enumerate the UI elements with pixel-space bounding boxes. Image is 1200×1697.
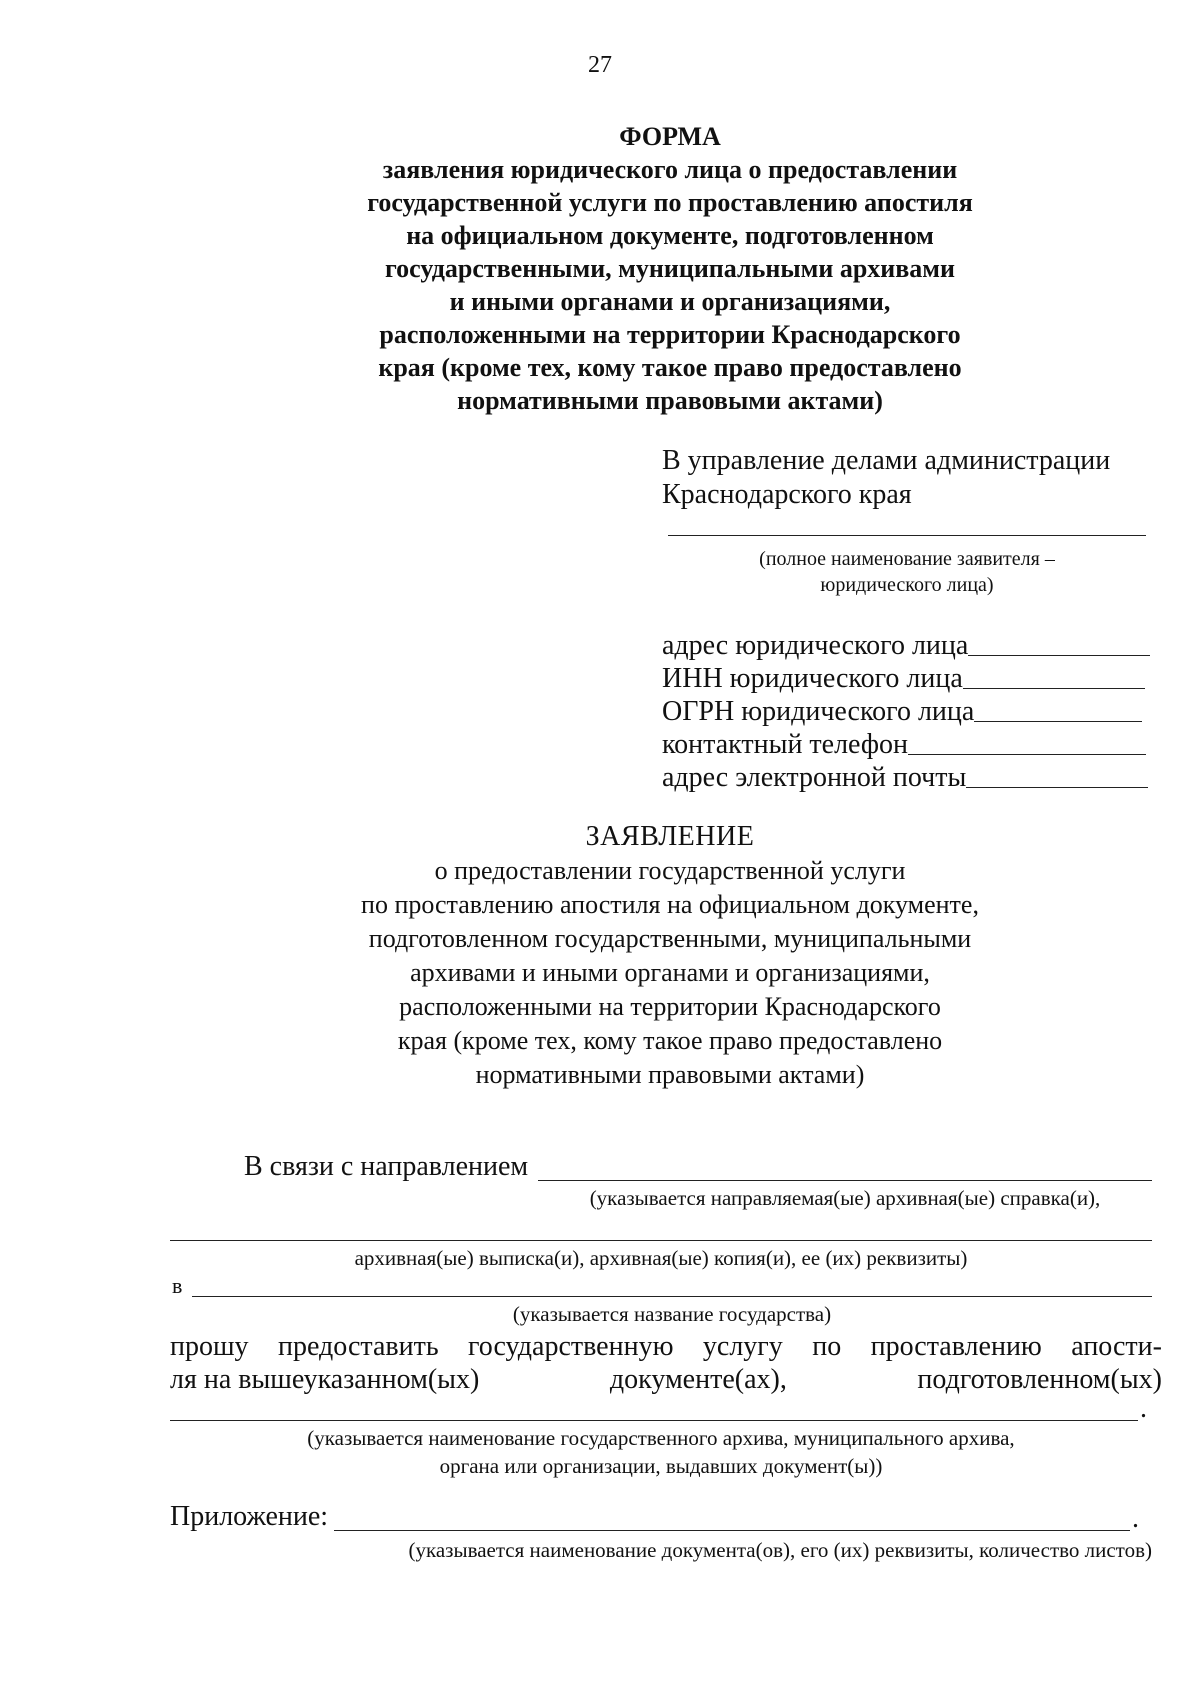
request-word: документе(ах), bbox=[609, 1364, 787, 1395]
request-word: прошу bbox=[170, 1331, 249, 1362]
email-input-line[interactable] bbox=[966, 786, 1148, 788]
request-word: апости- bbox=[1071, 1331, 1162, 1362]
form-title bbox=[250, 120, 1090, 417]
statement-line: расположенными на территории Краснодарского bbox=[399, 992, 941, 1021]
archive-hint-1: (указывается наименование государственного архива, муниципального архива, bbox=[307, 1426, 1015, 1450]
ogrn-field-row bbox=[662, 694, 1142, 728]
applicant-name-field[interactable] bbox=[668, 535, 1146, 536]
inn-input-line[interactable] bbox=[963, 687, 1145, 689]
attachment-period: . bbox=[1132, 1503, 1139, 1534]
attachment-field-line[interactable] bbox=[334, 1530, 1130, 1531]
email-label: адрес электронной почты bbox=[662, 762, 967, 793]
addressee-block bbox=[662, 444, 1110, 512]
archive-field-line[interactable] bbox=[170, 1420, 1138, 1421]
documents-field-line-1[interactable] bbox=[538, 1180, 1152, 1181]
addressee-line: Краснодарского края bbox=[662, 479, 912, 510]
statement-heading bbox=[250, 820, 1090, 1092]
email-field-row bbox=[662, 760, 1148, 794]
request-word: услугу bbox=[702, 1331, 783, 1362]
page-number: 27 bbox=[588, 52, 612, 78]
statement-line: о предоставлении государственной услуги bbox=[434, 856, 906, 885]
form-title-line: края (кроме тех, кому такое право предоставлено bbox=[378, 353, 962, 382]
inn-label: ИНН юридического лица bbox=[662, 663, 963, 694]
applicant-hint-line: (полное наименование заявителя – bbox=[759, 548, 1055, 570]
in-connection-label: В связи с направлением bbox=[244, 1151, 529, 1182]
phone-field-row bbox=[662, 727, 1146, 761]
attachment-label: Приложение: bbox=[170, 1501, 329, 1532]
address-field-row bbox=[662, 628, 1150, 662]
form-title-line: нормативными правовыми актами) bbox=[457, 386, 883, 415]
phone-label: контактный телефон bbox=[662, 729, 908, 760]
statement-title: ЗАЯВЛЕНИЕ bbox=[585, 821, 755, 852]
statement-line: по проставлению апостиля на официальном документе, bbox=[361, 890, 979, 919]
to-prefix: в bbox=[172, 1273, 183, 1298]
form-title-line: заявления юридического лица о предоставлении bbox=[382, 155, 958, 184]
statement-line: подготовленном государственными, муниципальными bbox=[368, 924, 972, 953]
request-word: подготовленном(ых) bbox=[917, 1364, 1162, 1395]
request-word: ля на вышеуказанном(ых) bbox=[170, 1364, 480, 1395]
attachment-hint: (указывается наименование документа(ов), его (их) реквизиты, количество листов) bbox=[408, 1538, 1152, 1562]
ogrn-input-line[interactable] bbox=[974, 720, 1142, 722]
addressee-line: В управление делами администрации bbox=[662, 445, 1111, 476]
form-title-line: государственной услуги по проставлению апостиля bbox=[367, 188, 973, 217]
form-title-line: на официальном документе, подготовленном bbox=[406, 221, 934, 250]
state-hint: (указывается название государства) bbox=[512, 1302, 832, 1326]
form-title-line: государственными, муниципальными архивами bbox=[385, 254, 955, 283]
applicant-hint-line: юридического лица) bbox=[820, 574, 994, 596]
request-line-1 bbox=[170, 1330, 1162, 1364]
address-input-line[interactable] bbox=[968, 654, 1150, 656]
request-word: по bbox=[812, 1331, 842, 1362]
documents-hint-2: архивная(ые) выписка(и), архивная(ые) копия(и), ее (их) реквизиты) bbox=[354, 1246, 968, 1270]
request-line-2 bbox=[170, 1363, 1162, 1397]
documents-hint-1: (указывается направляемая(ые) архивная(ые) справка(и), bbox=[589, 1186, 1101, 1210]
form-title-line: и иными органами и организациями, bbox=[449, 287, 891, 316]
archive-hint-2: органа или организации, выдавших документ(ы)) bbox=[439, 1454, 883, 1478]
state-field-line[interactable] bbox=[192, 1296, 1152, 1297]
form-title-line: ФОРМА bbox=[619, 122, 721, 151]
request-word: предоставить bbox=[277, 1331, 439, 1362]
ogrn-label: ОГРН юридического лица bbox=[662, 696, 975, 727]
documents-field-line-2[interactable] bbox=[170, 1240, 1152, 1241]
statement-line: архивами и иными органами и организациями, bbox=[410, 958, 930, 987]
applicant-name-hint bbox=[662, 546, 1152, 598]
inn-field-row bbox=[662, 661, 1145, 695]
phone-input-line[interactable] bbox=[908, 753, 1146, 755]
address-label: адрес юридического лица bbox=[662, 630, 969, 661]
archive-period: . bbox=[1140, 1393, 1147, 1424]
request-word: государственную bbox=[468, 1331, 674, 1362]
request-word: проставлению bbox=[870, 1331, 1042, 1362]
statement-line: края (кроме тех, кому такое право предоставлено bbox=[397, 1026, 943, 1055]
statement-line: нормативными правовыми актами) bbox=[475, 1060, 865, 1089]
form-title-line: расположенными на территории Краснодарского bbox=[379, 320, 961, 349]
